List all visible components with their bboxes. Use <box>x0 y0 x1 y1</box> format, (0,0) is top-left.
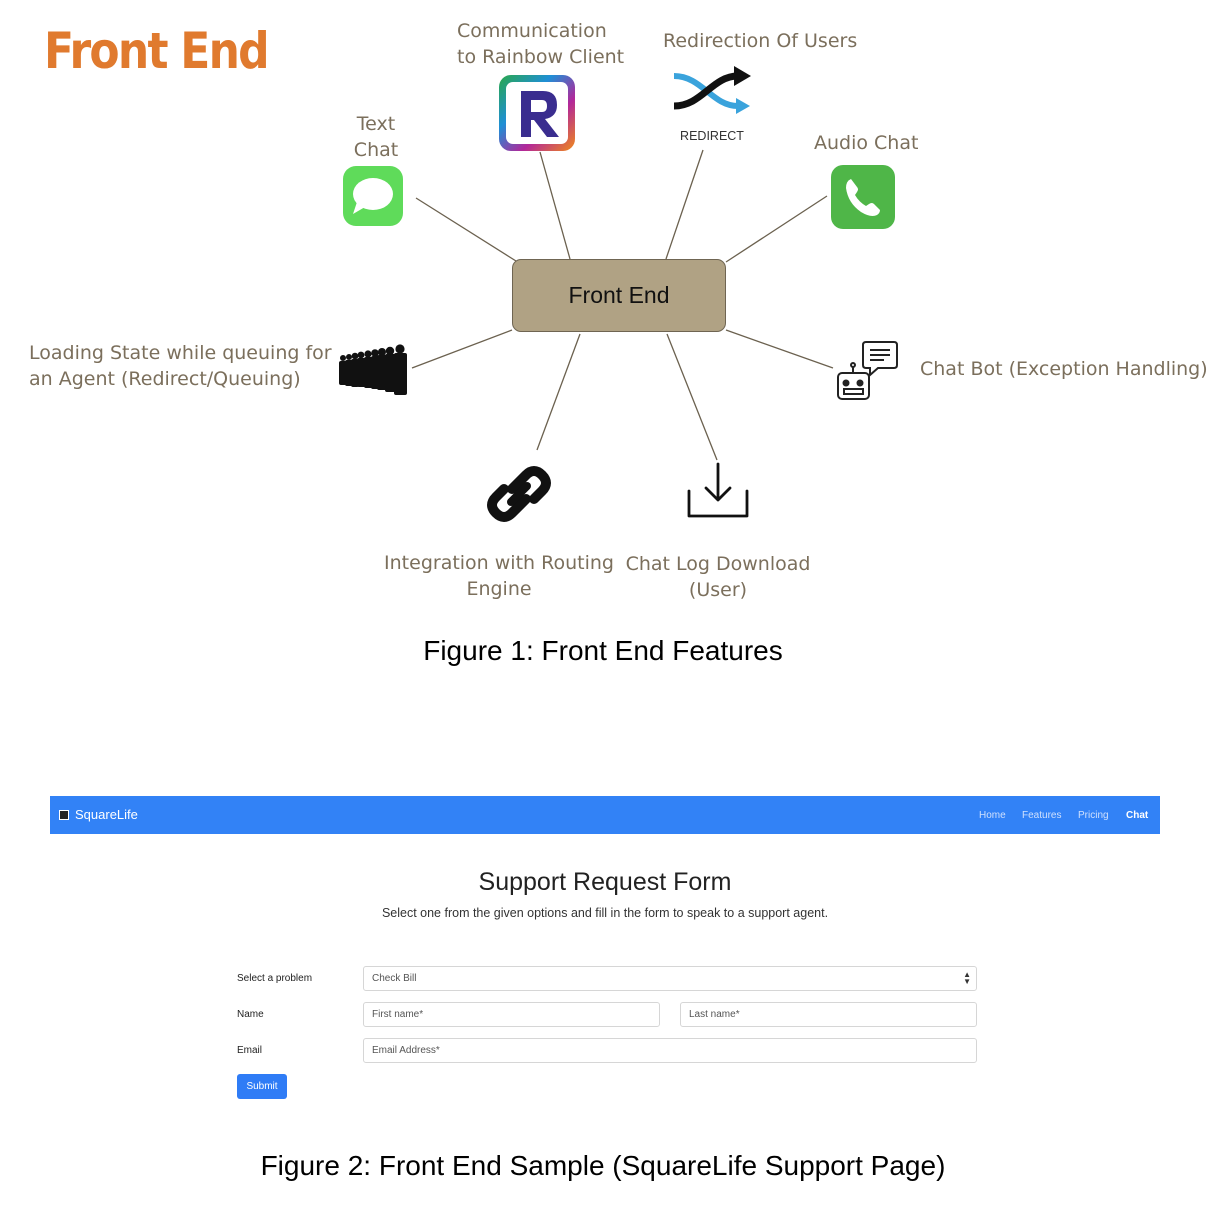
chatbot-icon <box>834 339 900 403</box>
download-icon <box>686 461 750 521</box>
figure1-caption: Figure 1: Front End Features <box>423 635 783 666</box>
navbar <box>50 796 1160 834</box>
label-chat-log: Chat Log Download (User) <box>625 553 811 601</box>
speech-bubble-icon <box>343 166 403 226</box>
form-subtitle: Select one from the given options and fill in the form to speak to a support agent. <box>381 906 829 920</box>
brand-name: SquareLife <box>75 807 138 822</box>
email-input[interactable]: Email Address* <box>363 1038 977 1063</box>
brand-logo-icon <box>59 810 69 820</box>
brand[interactable] <box>59 807 138 822</box>
last-name-input[interactable]: Last name* <box>680 1002 977 1027</box>
label-communication: Communication to Rainbow Client <box>457 20 625 68</box>
connector-audio-chat <box>726 196 827 262</box>
connector-integration <box>537 334 580 450</box>
label-integration: Integration with Routing Engine <box>384 552 614 600</box>
rainbow-logo-icon <box>497 73 577 153</box>
label-name: Name <box>237 1009 264 1020</box>
submit-button[interactable]: Submit <box>237 1074 287 1099</box>
connector-chat-bot <box>726 330 833 368</box>
label-email: Email <box>237 1045 263 1056</box>
diagram-title: Front End <box>44 22 268 80</box>
connector-loading <box>412 330 512 368</box>
connector-redirection <box>666 150 703 259</box>
problem-select-value: Check Bill <box>372 973 417 984</box>
nav-features[interactable]: Features <box>1022 810 1062 821</box>
label-select-problem: Select a problem <box>237 973 313 984</box>
connector-chat-log <box>667 334 717 460</box>
redirect-arrows-icon <box>672 64 752 120</box>
redirect-icon-caption: REDIRECT <box>680 129 744 143</box>
hub-node: Front End <box>512 259 726 332</box>
crowd-queue-icon <box>337 344 412 398</box>
problem-select[interactable] <box>363 966 977 991</box>
form-title: Support Request Form <box>478 868 732 896</box>
label-text-chat: Text Chat <box>353 113 399 161</box>
figure2-caption: Figure 2: Front End Sample (SquareLife Support Page) <box>260 1150 946 1181</box>
label-chat-bot: Chat Bot (Exception Handling) <box>920 358 1208 380</box>
phone-icon <box>831 165 895 229</box>
first-name-input[interactable]: First name* <box>363 1002 660 1027</box>
connector-text-chat <box>416 198 516 261</box>
nav-home[interactable]: Home <box>979 810 1006 821</box>
label-redirection: Redirection Of Users <box>663 30 858 52</box>
select-arrows-icon: ▲ ▼ <box>963 970 971 986</box>
support-page-screenshot <box>50 796 1160 1116</box>
label-loading-state: Loading State while queuing for an Agent (Redirect/Queuing) <box>29 342 332 390</box>
nav-pricing[interactable]: Pricing <box>1078 810 1109 821</box>
nav-chat[interactable]: Chat <box>1126 810 1149 821</box>
connector-communication <box>540 152 570 259</box>
label-audio-chat: Audio Chat <box>814 132 919 154</box>
link-chain-icon <box>484 459 554 529</box>
